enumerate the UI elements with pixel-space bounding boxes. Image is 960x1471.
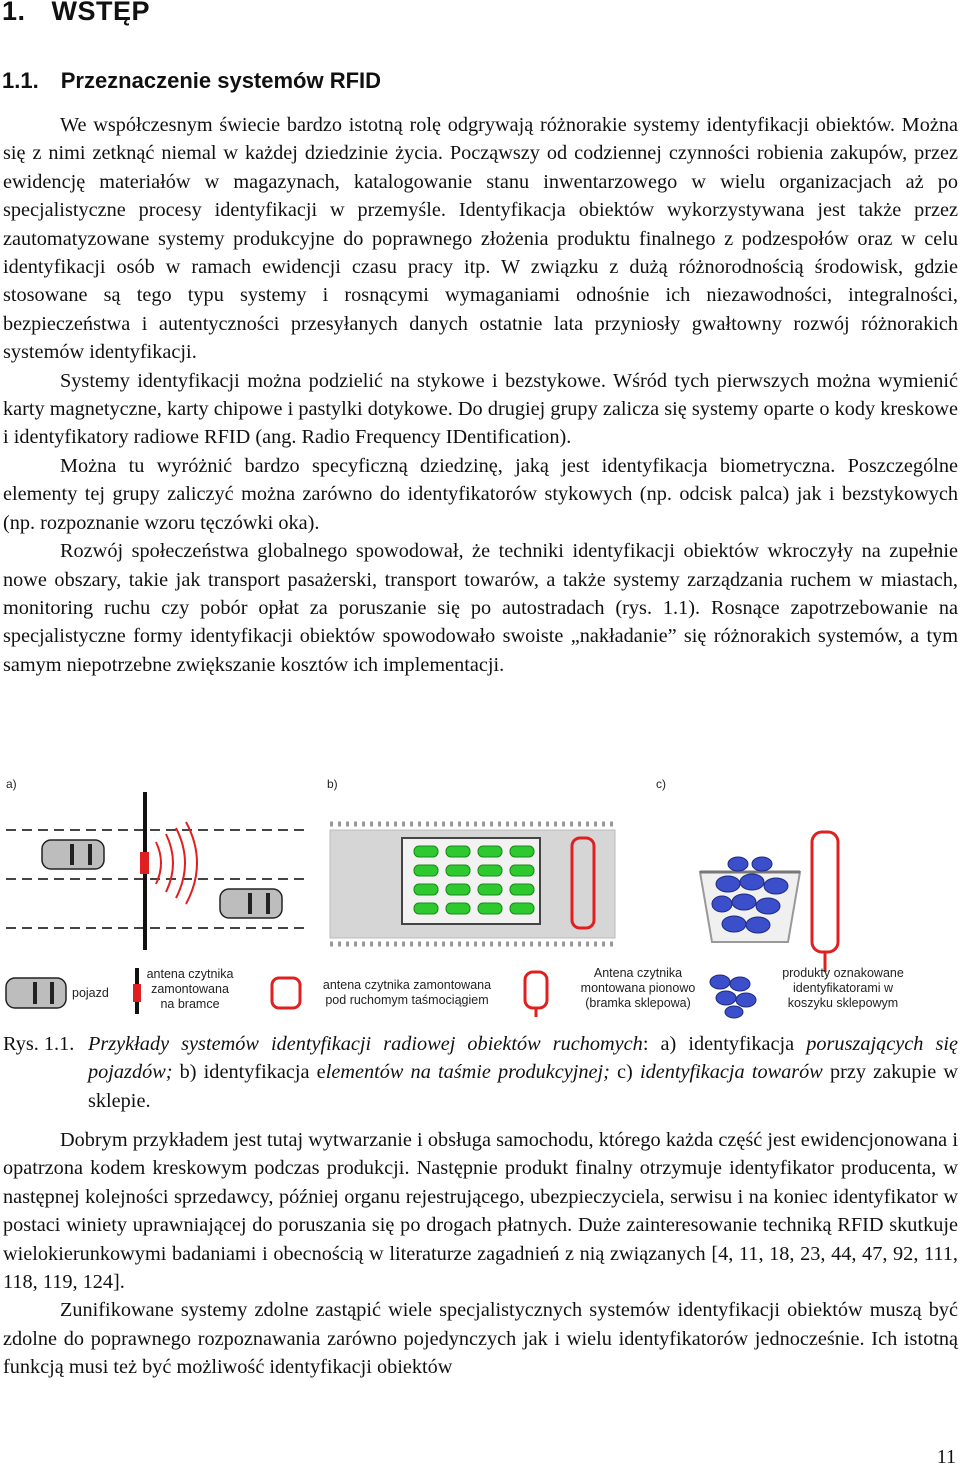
legend-tagged-products-line1: produkty oznakowane [782, 966, 904, 980]
belt-antenna-icon [272, 978, 300, 1008]
section-heading [2, 68, 381, 94]
legend-gate-antenna-line1: antena czytnika [146, 967, 234, 981]
figure-legend [6, 966, 904, 1018]
paragraph: Zunifikowane systemy zdolne zastąpić wiele specjalistycznych systemów identyfikacji obiektów muszą być zdolne do poprawnego rozpoznawania zarówno pojedynczych jak i wielu identyfikatorów jednocześnie. Ich istotną funkcją musi też być możliwość identyfikacji obiektów [3, 1299, 958, 1379]
paragraph: Dobrym przykładem jest tutaj wytwarzanie i obsługa samochodu, którego każda część jest ewidencjonowana i opatrzona kodem kreskowym podczas produkcji. Następnie produkt finalny otrzymuje identyfikator producenta, w następnej kolejności sprzedawcy, później organu rejestrującego, ubezpieczyciela, serwisu i na koniec identyfikator w postaci winiety uprawniającej do poruszania się po drogach płatnych. Duże zainteresowanie techniką RFID skutkuje wielokierunkowymi badaniami i obecnością w literaturze zagadnień z nią związanych [4, 11, 18, 23, 44, 47, 92, 111, 118, 119, 124]. [3, 1129, 958, 1294]
caption-text-part: b) identyfikacja e [172, 1061, 326, 1084]
legend-belt-antenna-line2: pod ruchomym taśmociągiem [325, 993, 489, 1007]
figure-rfid-examples [0, 772, 960, 1027]
vehicle-icon [220, 889, 282, 918]
caption-text [88, 1030, 958, 1115]
caption-label: Rys. 1.1. [3, 1033, 75, 1055]
legend-belt-antenna-line1: antena czytnika zamontowana [322, 978, 492, 992]
chapter-title: WSTĘP [51, 0, 151, 26]
legend-gate-antenna-line2: zamontowana [151, 982, 229, 996]
paragraph: We współczesnym świecie bardzo istotną rolę odgrywają różnorakie systemy identyfikacji obiektów. Można się z nimi zetknąć niemal w każdej dziedzinie życia. Począwszy od codziennej czynności robienia zakupów, przez ewidencję materiałów w magazynach, katalogowanie stanu inwentarzowego w wielu organizacjach aż po specjalistyczne procesy identyfikacji w przemyśle. Identyfikacja obiektów wykorzystywana jest także przez zautomatyzowane systemy produkcyjne do poprawnego złożenia produktu finalnego z podzespołów oraz w celu identyfikacji osób w ramach ewidencji czasu pracy itp. W związku z dużą różnorodnością środowisk, gdzie stosowane są tego typu systemy i rosnącymi wymaganiami odnośnie ich niezawodności, integralności, bezpieczeństwa i autentyczności przesyłanych danych ostatnie lata przyniosły gwałtowny rozwój różnorakich systemów identyfikacji. [3, 114, 958, 364]
legend-vertical-antenna-line3: (bramka sklepowa) [585, 996, 691, 1010]
legend-vehicle: pojazd [72, 986, 109, 1000]
caption-italic: lementów na taśmie produkcyjnej; [325, 1061, 610, 1084]
road-scene [6, 792, 310, 950]
legend-vertical-antenna-line2: montowana pionowo [580, 981, 696, 995]
caption-italic: Przykłady systemów identyfikacji radiowej obiektów ruchomych [88, 1033, 643, 1055]
paragraph: Można tu wyróżnić bardzo specyficzną dziedzinę, jaką jest identyfikacja biometryczna. Poszczególne elementy tej grupy zaliczyć można zarówno do identyfikatorów stykowych (np. odcisk palca) jak i bezstykowych (np. rozpoznanie wzoru tęczówki oka). [3, 454, 958, 534]
vehicle-icon [6, 978, 66, 1008]
vehicle-icon [42, 840, 104, 869]
caption-text-part: : a) identyfikacja [642, 1033, 807, 1055]
legend-tagged-products-line3: koszyku sklepowym [787, 996, 899, 1010]
chapter-heading [2, 0, 150, 27]
paragraph: Rozwój społeczeństwa globalnego spowodował, że techniki identyfikacji obiektów wkroczyły na zupełnie nowe obszary, takie jak transport pasażerski, transport towarów, a także systemy zarządzania ruchem w miastach, monitoring ruchu czy pobór opłat za poruszanie się po autostradach (rys. 1.1). Rosnące zapotrzebowanie na specjalistyczne formy identyfikacji obiektów spowodowało swoiste „nakładanie” się różnorakich systemów, a tym samym niepotrzebne zwiększanie kosztów ich implementacji. [3, 540, 958, 676]
panel-label-c: c) [656, 777, 666, 791]
basket-scene [700, 832, 838, 972]
gate-antenna-icon [133, 984, 141, 1002]
body-text-bottom [3, 1126, 958, 1382]
figure-caption [3, 1030, 958, 1115]
chapter-number: 1. [2, 0, 26, 26]
panel-label-a: a) [6, 777, 17, 791]
page-number: 11 [936, 1446, 956, 1468]
caption-text-part: c) [609, 1061, 640, 1084]
panel-label-b: b) [327, 777, 338, 791]
section-number: 1.1. [2, 68, 39, 93]
conveyor-scene [330, 824, 615, 944]
caption-text-part: przy zakupie w sklepie. [88, 1061, 958, 1112]
legend-vertical-antenna-line1: Antena czytnika [593, 966, 683, 980]
legend-gate-antenna-line3: na bramce [160, 997, 220, 1011]
tagged-products-icon [710, 975, 756, 1018]
figure-illustration [0, 772, 960, 1027]
caption-italic: identyfikacja towarów [639, 1061, 823, 1084]
caption-italic: poruszających się pojazdów; [88, 1033, 958, 1084]
paragraph: Systemy identyfikacji można podzielić na stykowe i bezstykowe. Wśród tych pierwszych można wymienić karty magnetyczne, karty chipowe i pastylki dotykowe. Do drugiej grupy zalicza się systemy oparte o kody kreskowe i identyfikatory radiowe RFID (ang. Radio Frequency IDentification). [3, 369, 958, 449]
legend-tagged-products-line2: identyfikatorami w [792, 981, 894, 995]
vertical-antenna-icon [525, 972, 547, 1008]
section-title: Przeznaczenie systemów RFID [60, 68, 382, 93]
body-text-top [3, 111, 958, 679]
